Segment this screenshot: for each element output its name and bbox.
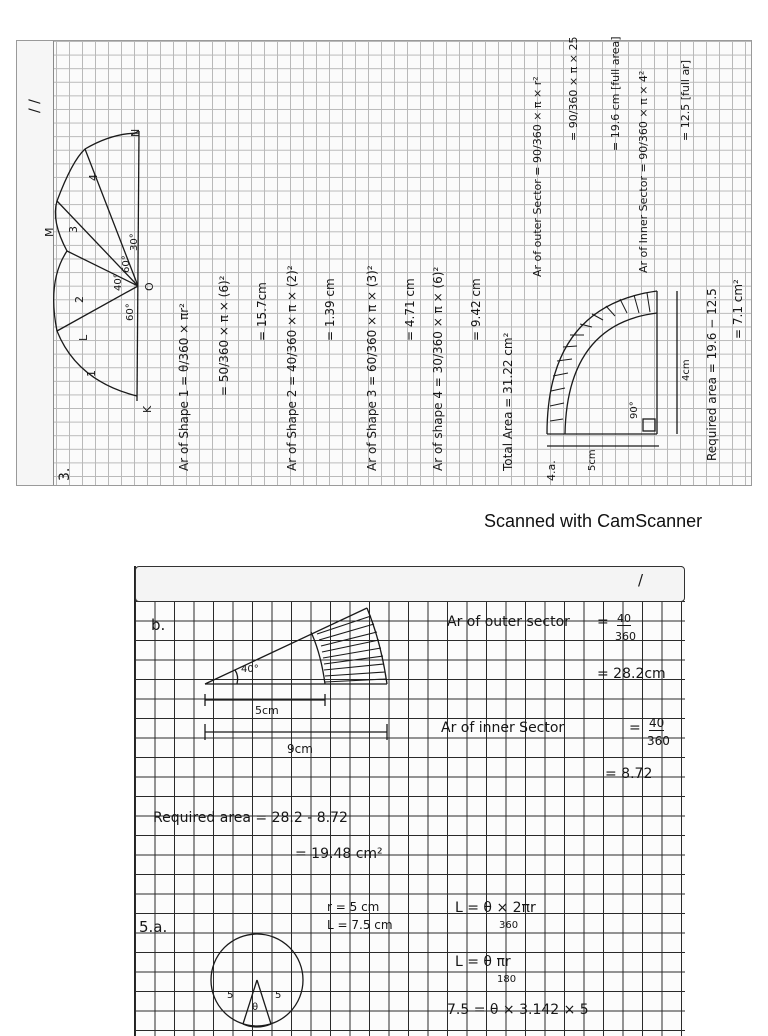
inner-sector-eq: =	[629, 720, 641, 736]
work-line-4: Ar of Shape 2 = 40/360 × π × (2)²	[285, 265, 299, 471]
notebook-page-1	[16, 36, 752, 486]
q4-angle: 90°	[629, 401, 640, 419]
formula-2: L = θ πr	[455, 954, 511, 970]
notebook-page-2	[134, 566, 685, 1036]
dim-9cm: 9cm	[287, 742, 313, 756]
formula-3: 7.5 = θ × 3.142 × 5	[447, 1002, 589, 1018]
q5-l: L = 7.5 cm	[327, 918, 393, 932]
work-line-6: Ar of Shape 3 = 60/360 × π × (3)²	[365, 265, 379, 471]
dim-5cm: 5cm	[255, 704, 279, 717]
work-line-7: = 4.71 cm	[403, 278, 417, 341]
outer-frac-den: 360	[615, 630, 636, 643]
outer-frac-num: 40	[617, 612, 631, 625]
work-line-3: = 15.7cm	[255, 282, 269, 341]
label-m: M	[43, 227, 56, 237]
circle-angle: θ	[252, 1002, 259, 1013]
sector-work-2: = 90/360 × π × 25	[567, 36, 580, 141]
required-area-line-1: Required area = 28.2 - 8.72	[153, 810, 348, 826]
work-line-1: Ar of Shape 1 = θ/360 × πr²	[177, 303, 191, 471]
required-area-line-1: Required area = 19.6 − 12.5	[705, 288, 719, 461]
inner-frac-den: 360	[647, 734, 670, 748]
formula-2-den: 180	[497, 974, 517, 985]
header-marks: / /	[27, 99, 43, 113]
work-line-8: Ar of shape 4 = 30/360 × π × (6)²	[431, 266, 445, 471]
part-b-label: b.	[151, 616, 166, 634]
circle-side-left: 5	[227, 990, 234, 1001]
work-line-9: = 9.42 cm	[469, 278, 483, 341]
outer-sector-label: Ar of outer sector	[447, 614, 570, 630]
inner-sector-label: Ar of inner Sector	[441, 720, 565, 736]
outer-sector-eq: =	[597, 614, 609, 630]
sector-work-1: Ar of outer Sector = 90/360 × π × r²	[531, 76, 544, 277]
q4-label: 4.a.	[545, 460, 558, 481]
formula-1: L = θ × 2πr	[455, 900, 536, 916]
required-area-line-2: = 19.48 cm²	[295, 846, 383, 862]
sector-work-3: = 19.6 cm [full area]	[609, 36, 622, 151]
outer-sector-result: = 28.2cm	[597, 666, 666, 682]
angle-60-right: 60°	[121, 255, 132, 273]
q5-r: r = 5 cm	[327, 900, 380, 914]
angle-60-left: 60°	[125, 303, 136, 321]
question-number: 3.	[57, 467, 73, 481]
angle-40: 40°	[113, 273, 124, 291]
header-mark: /	[638, 571, 644, 589]
inner-sector-result: = 8.72	[605, 766, 653, 782]
label-shape-2: 2	[73, 296, 86, 303]
label-k: K	[141, 405, 154, 413]
formula-1-den: 360	[499, 920, 519, 931]
circle-side-right: 5	[275, 990, 282, 1001]
label-shape-1: 1	[85, 370, 98, 377]
label-shape-4: 4	[87, 174, 100, 181]
inner-frac-num: 40	[649, 716, 665, 730]
work-line-2: = 50/360 × π × (6)²	[217, 275, 231, 396]
work-line-10: Total Area = 31.22 cm²	[501, 332, 515, 471]
label-l: L	[77, 334, 90, 341]
quarter-annulus-diagram	[17, 41, 751, 485]
q4-dim-4cm: 4cm	[681, 359, 692, 381]
q4-dim-5cm: 5cm	[587, 449, 598, 471]
label-shape-3: 3	[67, 226, 80, 233]
work-line-5: = 1.39 cm	[323, 278, 337, 341]
scan-watermark: Scanned with CamScanner	[484, 511, 703, 531]
label-n: N	[129, 128, 142, 137]
required-area-line-2: = 7.1 cm²	[731, 279, 745, 339]
angle-30: 30°	[129, 233, 140, 251]
sector-work-4: Ar of Inner Sector = 90/360 × π × 4²	[637, 70, 650, 273]
label-o: O	[143, 282, 156, 291]
sector-work-5: = 12.5 [full ar]	[679, 59, 692, 141]
angle-40: 40°	[241, 664, 259, 675]
q5a-label: 5.a.	[139, 918, 168, 936]
circle-diagram	[135, 566, 685, 1036]
